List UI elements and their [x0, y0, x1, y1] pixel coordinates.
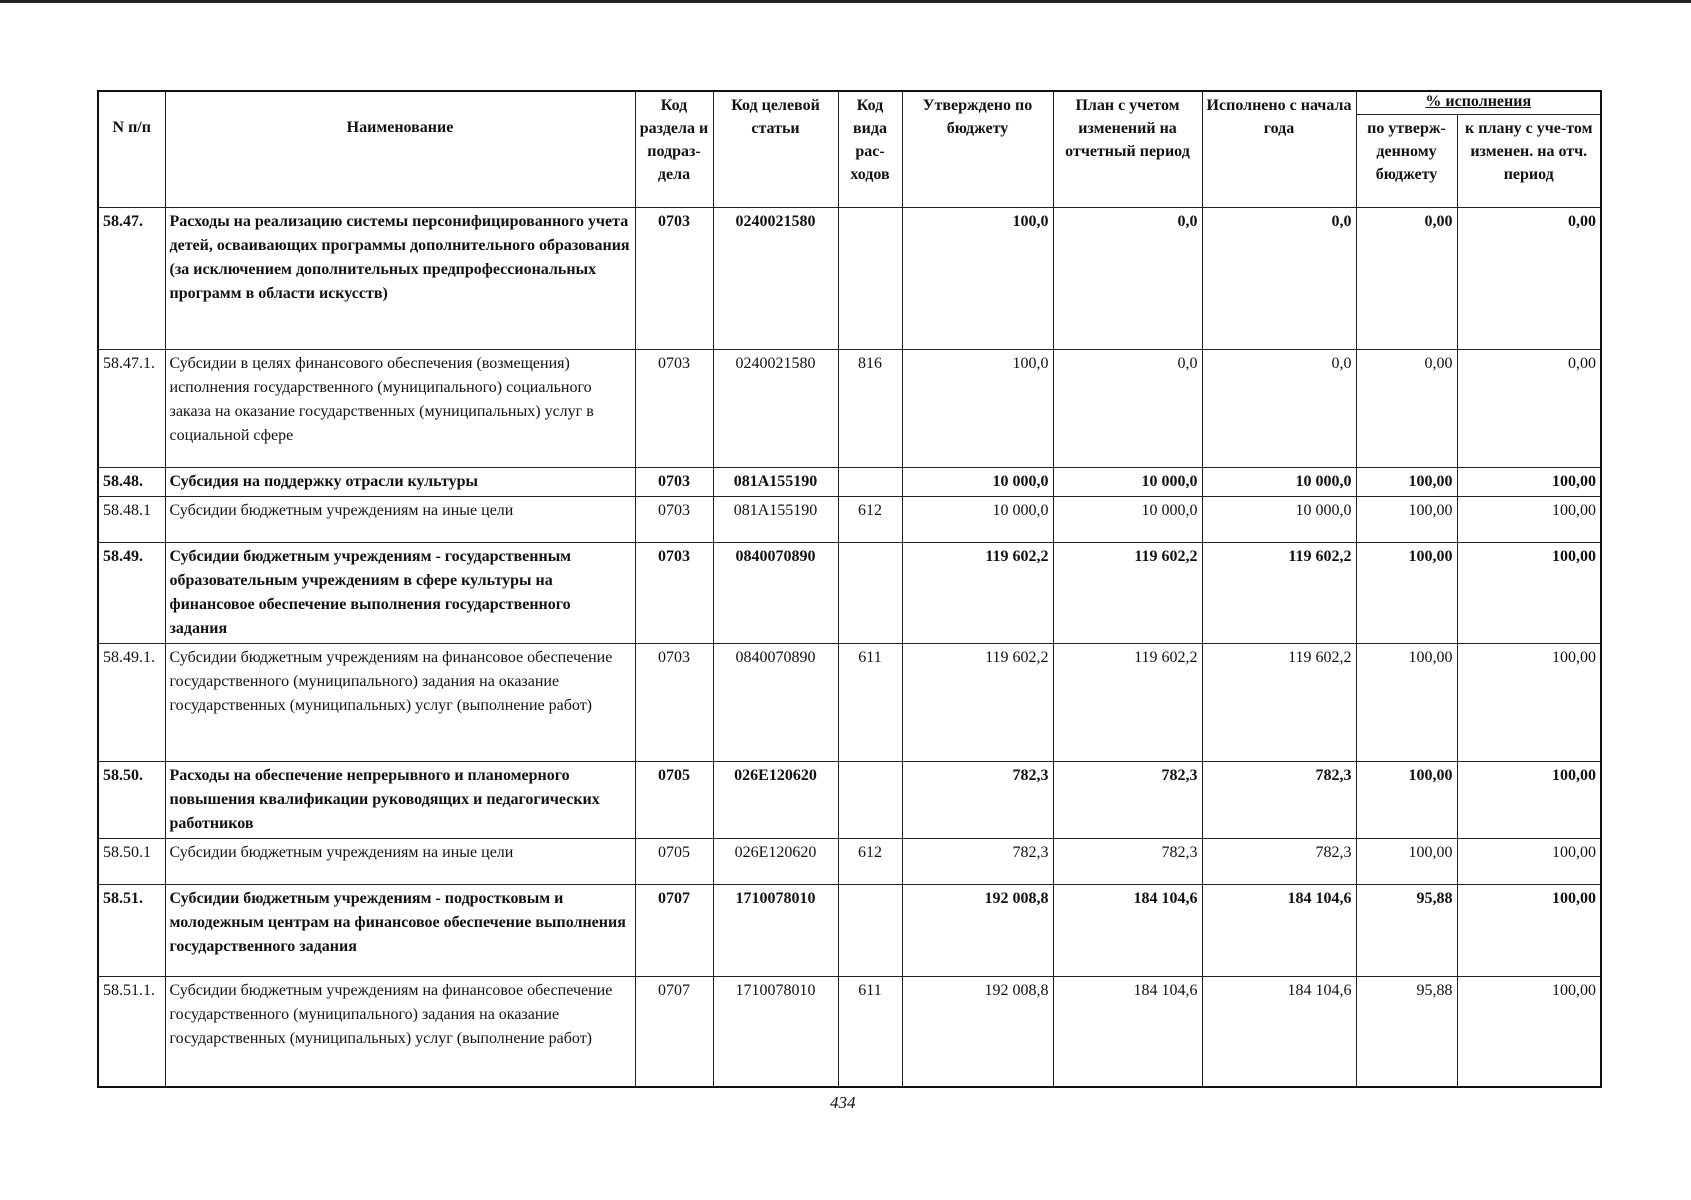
row-pct-budget: 95,88	[1356, 977, 1457, 1087]
row-pct-plan: 100,00	[1457, 497, 1601, 543]
row-expense-kind-code	[838, 468, 902, 497]
table-row	[98, 350, 1601, 468]
row-expense-kind-code: 816	[838, 350, 902, 468]
row-executed: 119 602,2	[1202, 644, 1356, 762]
row-approved: 192 008,8	[902, 977, 1053, 1087]
row-pct-plan: 0,00	[1457, 208, 1601, 350]
row-pct-plan: 100,00	[1457, 885, 1601, 977]
row-pct-budget: 100,00	[1356, 468, 1457, 497]
row-approved: 192 008,8	[902, 885, 1053, 977]
row-name: Субсидии бюджетным учреждениям на финансовое обеспечение государственного (муниципального) задания на оказание государственных (муниципальных) услуг (выполнение работ)	[165, 977, 635, 1087]
row-approved: 782,3	[902, 762, 1053, 839]
row-name: Расходы на реализацию системы персонифицированного учета детей, осваивающих программы дополнительного образования (за исключением дополнительных предпрофессиональных программ в области искусств)	[165, 208, 635, 350]
row-target-code: 0840070890	[713, 644, 838, 762]
row-approved: 119 602,2	[902, 543, 1053, 644]
row-expense-kind-code	[838, 885, 902, 977]
table-row	[98, 497, 1601, 543]
row-target-code: 0240021580	[713, 208, 838, 350]
row-name: Субсидии бюджетным учреждениям - государственным образовательным учреждениям в сфере культуры на финансовое обеспечение выполнения государственного задания	[165, 543, 635, 644]
header-plan: План с учетом изменений на отчетный период	[1053, 91, 1202, 208]
row-pct-plan: 100,00	[1457, 977, 1601, 1087]
row-number: 58.50.	[98, 762, 165, 839]
top-border-line	[0, 0, 1691, 3]
table-row	[98, 977, 1601, 1087]
row-number: 58.49.1.	[98, 644, 165, 762]
row-pct-budget: 0,00	[1356, 350, 1457, 468]
row-pct-budget: 100,00	[1356, 762, 1457, 839]
header-target-code: Код целевой статьи	[713, 91, 838, 208]
row-name: Субсидия на поддержку отрасли культуры	[165, 468, 635, 497]
row-plan: 119 602,2	[1053, 543, 1202, 644]
table-header-row	[98, 91, 1601, 115]
page-number: 434	[830, 1093, 856, 1112]
row-target-code: 1710078010	[713, 885, 838, 977]
table-row	[98, 839, 1601, 885]
row-executed: 10 000,0	[1202, 468, 1356, 497]
row-pct-budget: 100,00	[1356, 543, 1457, 644]
row-target-code: 081A155190	[713, 497, 838, 543]
row-pct-plan: 100,00	[1457, 543, 1601, 644]
row-target-code: 026E120620	[713, 839, 838, 885]
table-body	[98, 208, 1601, 1087]
header-pct-plan: к плану с уче-том изменен. на отч. период	[1457, 115, 1601, 208]
row-approved: 10 000,0	[902, 468, 1053, 497]
row-number: 58.47.	[98, 208, 165, 350]
row-target-code: 0840070890	[713, 543, 838, 644]
row-executed: 119 602,2	[1202, 543, 1356, 644]
header-num: N п/п	[98, 91, 165, 208]
header-name: Наименование	[165, 91, 635, 208]
header-executed: Исполнено с начала года	[1202, 91, 1356, 208]
row-expense-kind-code	[838, 208, 902, 350]
row-plan: 782,3	[1053, 762, 1202, 839]
row-pct-plan: 100,00	[1457, 762, 1601, 839]
row-approved: 100,0	[902, 350, 1053, 468]
row-approved: 782,3	[902, 839, 1053, 885]
header-approved: Утверждено по бюджету	[902, 91, 1053, 208]
row-section-code: 0705	[635, 762, 713, 839]
row-executed: 184 104,6	[1202, 885, 1356, 977]
row-name: Субсидии бюджетным учреждениям на иные цели	[165, 839, 635, 885]
row-expense-kind-code: 612	[838, 497, 902, 543]
header-expense-kind-code: Код вида рас-ходов	[838, 91, 902, 208]
row-plan: 184 104,6	[1053, 885, 1202, 977]
row-section-code: 0703	[635, 497, 713, 543]
table-row	[98, 885, 1601, 977]
header-execution-percent: % исполнения	[1356, 91, 1601, 115]
row-number: 58.50.1	[98, 839, 165, 885]
row-plan: 10 000,0	[1053, 468, 1202, 497]
row-executed: 0,0	[1202, 350, 1356, 468]
row-number: 58.48.1	[98, 497, 165, 543]
budget-execution-table	[97, 90, 1602, 1088]
row-pct-budget: 100,00	[1356, 644, 1457, 762]
row-approved: 10 000,0	[902, 497, 1053, 543]
row-approved: 119 602,2	[902, 644, 1053, 762]
row-section-code: 0703	[635, 468, 713, 497]
row-target-code: 0240021580	[713, 350, 838, 468]
row-pct-budget: 95,88	[1356, 885, 1457, 977]
table-row	[98, 644, 1601, 762]
row-number: 58.48.	[98, 468, 165, 497]
row-number: 58.49.	[98, 543, 165, 644]
row-approved: 100,0	[902, 208, 1053, 350]
header-section-code: Код раздела и подраз-дела	[635, 91, 713, 208]
row-expense-kind-code	[838, 543, 902, 644]
row-expense-kind-code: 611	[838, 977, 902, 1087]
row-number: 58.47.1.	[98, 350, 165, 468]
row-pct-plan: 0,00	[1457, 350, 1601, 468]
row-section-code: 0707	[635, 885, 713, 977]
row-executed: 782,3	[1202, 762, 1356, 839]
row-target-code: 026E120620	[713, 762, 838, 839]
row-target-code: 081A155190	[713, 468, 838, 497]
row-plan: 782,3	[1053, 839, 1202, 885]
row-executed: 10 000,0	[1202, 497, 1356, 543]
row-name: Субсидии бюджетным учреждениям на иные цели	[165, 497, 635, 543]
row-pct-plan: 100,00	[1457, 644, 1601, 762]
row-section-code: 0707	[635, 977, 713, 1087]
row-section-code: 0703	[635, 543, 713, 644]
row-plan: 119 602,2	[1053, 644, 1202, 762]
row-pct-plan: 100,00	[1457, 839, 1601, 885]
row-name: Расходы на обеспечение непрерывного и планомерного повышения квалификации руководящих и педагогических работников	[165, 762, 635, 839]
table-row	[98, 208, 1601, 350]
row-number: 58.51.	[98, 885, 165, 977]
row-plan: 10 000,0	[1053, 497, 1202, 543]
row-name: Субсидии бюджетным учреждениям - подростковым и молодежным центрам на финансовое обеспечение выполнения государственного задания	[165, 885, 635, 977]
row-expense-kind-code	[838, 762, 902, 839]
row-pct-budget: 0,00	[1356, 208, 1457, 350]
row-executed: 0,0	[1202, 208, 1356, 350]
row-name: Субсидии бюджетным учреждениям на финансовое обеспечение государственного (муниципального) задания на оказание государственных (муниципальных) услуг (выполнение работ)	[165, 644, 635, 762]
row-name: Субсидии в целях финансового обеспечения (возмещения) исполнения государственного (муниципального) социального заказа на оказание государственных (муниципальных) услуг в социальной сфере	[165, 350, 635, 468]
row-pct-budget: 100,00	[1356, 497, 1457, 543]
row-section-code: 0703	[635, 350, 713, 468]
table-row	[98, 543, 1601, 644]
row-executed: 184 104,6	[1202, 977, 1356, 1087]
row-pct-budget: 100,00	[1356, 839, 1457, 885]
row-section-code: 0703	[635, 644, 713, 762]
row-section-code: 0705	[635, 839, 713, 885]
row-target-code: 1710078010	[713, 977, 838, 1087]
row-plan: 0,0	[1053, 350, 1202, 468]
row-plan: 184 104,6	[1053, 977, 1202, 1087]
header-pct-budget: по утверж-денному бюджету	[1356, 115, 1457, 208]
row-executed: 782,3	[1202, 839, 1356, 885]
row-pct-plan: 100,00	[1457, 468, 1601, 497]
table-row	[98, 762, 1601, 839]
row-plan: 0,0	[1053, 208, 1202, 350]
row-expense-kind-code: 611	[838, 644, 902, 762]
row-expense-kind-code: 612	[838, 839, 902, 885]
table-row	[98, 468, 1601, 497]
row-number: 58.51.1.	[98, 977, 165, 1087]
row-section-code: 0703	[635, 208, 713, 350]
